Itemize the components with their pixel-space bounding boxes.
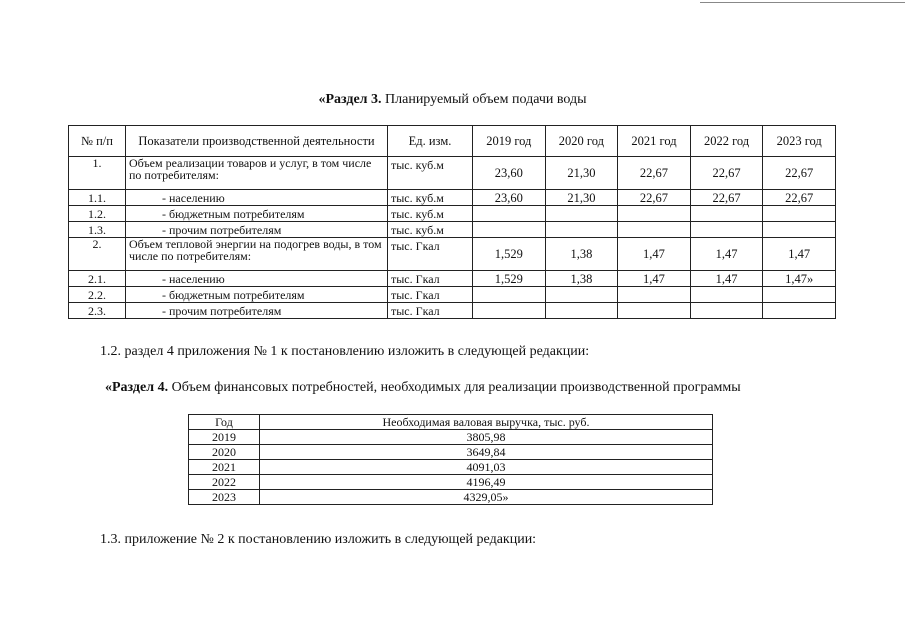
table-cell — [473, 303, 546, 319]
table-cell: 22,67 — [690, 157, 763, 190]
table-cell: 1.2. — [69, 206, 126, 222]
table-cell — [690, 303, 763, 319]
table-row — [69, 271, 836, 287]
table-cell — [763, 222, 836, 238]
section3-heading-text: Планируемый объем подачи воды — [381, 92, 587, 107]
table-row — [69, 190, 836, 206]
table-cell: 1,47» — [763, 271, 836, 287]
table-cell: 22,67 — [763, 157, 836, 190]
table-cell — [763, 287, 836, 303]
header-cell: Показатели производственной деятельности — [126, 126, 388, 157]
table-cell: тыс. Гкал — [388, 303, 473, 319]
table-cell: тыс. Гкал — [388, 287, 473, 303]
table-cell — [763, 206, 836, 222]
table-cell: 1,529 — [473, 238, 546, 271]
section4-heading — [105, 380, 741, 396]
section3-heading-bold: «Раздел 3. — [318, 92, 382, 107]
table-cell: 2023 — [189, 490, 260, 505]
table-cell — [473, 206, 546, 222]
table-cell: 1,38 — [545, 271, 618, 287]
table-cell: 2022 — [189, 475, 260, 490]
header-cell: 2023 год — [763, 126, 836, 157]
table-cell — [545, 287, 618, 303]
table-cell: - населению — [126, 190, 388, 206]
table-cell: 1,47 — [763, 238, 836, 271]
table-cell: 1,47 — [690, 271, 763, 287]
table-cell: тыс. Гкал — [388, 271, 473, 287]
table-cell: 2. — [69, 238, 126, 271]
table-cell — [690, 206, 763, 222]
table-cell: 21,30 — [545, 190, 618, 206]
table-cell: 23,60 — [473, 190, 546, 206]
table-cell: - бюджетным потребителям — [126, 287, 388, 303]
table-cell — [473, 287, 546, 303]
table-cell — [545, 303, 618, 319]
table-cell: - бюджетным потребителям — [126, 206, 388, 222]
table-cell: тыс. куб.м — [388, 190, 473, 206]
table-cell: 23,60 — [473, 157, 546, 190]
table-cell: 22,67 — [618, 190, 691, 206]
section3-heading — [0, 92, 905, 108]
table-cell: тыс. куб.м — [388, 222, 473, 238]
table-cell: 22,67 — [690, 190, 763, 206]
table-cell — [618, 206, 691, 222]
table-cell — [473, 222, 546, 238]
table-row — [189, 490, 713, 505]
table-row — [69, 206, 836, 222]
paragraph-1-3: 1.3. приложение № 2 к постановлению изложить в следующей редакции: — [100, 532, 537, 547]
table-cell — [690, 287, 763, 303]
revenue-table — [188, 414, 713, 505]
table-row — [69, 287, 836, 303]
section4-heading-text: Объем финансовых потребностей, необходимых для реализации производственной программы — [168, 380, 741, 395]
table-cell: тыс. куб.м — [388, 157, 473, 190]
table-cell — [690, 222, 763, 238]
header-cell: Необходимая валовая выручка, тыс. руб. — [260, 415, 713, 430]
table-cell: 4091,03 — [260, 460, 713, 475]
header-cell: Год — [189, 415, 260, 430]
table-cell: 4329,05» — [260, 490, 713, 505]
table-cell: - прочим потребителям — [126, 222, 388, 238]
table-row — [189, 460, 713, 475]
paragraph-1-2: 1.2. раздел 4 приложения № 1 к постановлению изложить в следующей редакции: — [100, 344, 590, 359]
water-supply-table — [68, 125, 836, 319]
table-cell: 22,67 — [763, 190, 836, 206]
table-cell: 1.1. — [69, 190, 126, 206]
table-cell — [618, 303, 691, 319]
table-cell: 1,529 — [473, 271, 546, 287]
table-cell: Объем тепловой энергии на подогрев воды, в том числе по потребителям: — [126, 238, 388, 271]
table-cell: 3805,98 — [260, 430, 713, 445]
header-cell: 2019 год — [473, 126, 546, 157]
table-cell: 2020 — [189, 445, 260, 460]
table-cell: 1.3. — [69, 222, 126, 238]
table-cell: 1,47 — [690, 238, 763, 271]
top-rule — [700, 2, 905, 3]
table-cell: 2019 — [189, 430, 260, 445]
header-cell: Ед. изм. — [388, 126, 473, 157]
header-cell: 2020 год — [545, 126, 618, 157]
table-cell: Объем реализации товаров и услуг, в том числе по потребителям: — [126, 157, 388, 190]
table-cell: тыс. Гкал — [388, 238, 473, 271]
table-cell: 2021 — [189, 460, 260, 475]
table-cell: 1,47 — [618, 238, 691, 271]
table-cell: 1. — [69, 157, 126, 190]
table-cell: тыс. куб.м — [388, 206, 473, 222]
table-row — [69, 157, 836, 190]
table-cell: 3649,84 — [260, 445, 713, 460]
table-header-row — [69, 126, 836, 157]
table-cell — [545, 206, 618, 222]
table-row — [69, 222, 836, 238]
table-row — [69, 238, 836, 271]
table-cell: 1,38 — [545, 238, 618, 271]
table-cell: 21,30 — [545, 157, 618, 190]
table-cell — [545, 222, 618, 238]
table-cell: 2.3. — [69, 303, 126, 319]
table-cell: 22,67 — [618, 157, 691, 190]
section4-heading-bold: «Раздел 4. — [105, 380, 169, 395]
table-cell: 1,47 — [618, 271, 691, 287]
table-cell — [763, 303, 836, 319]
table-row — [189, 445, 713, 460]
table-cell: 4196,49 — [260, 475, 713, 490]
table-cell — [618, 222, 691, 238]
table-row — [69, 303, 836, 319]
table-cell: 2.2. — [69, 287, 126, 303]
header-cell: № п/п — [69, 126, 126, 157]
table-cell: - населению — [126, 271, 388, 287]
header-cell: 2022 год — [690, 126, 763, 157]
table-cell — [618, 287, 691, 303]
table-cell: 2.1. — [69, 271, 126, 287]
table-row — [189, 475, 713, 490]
header-cell: 2021 год — [618, 126, 691, 157]
table-cell: - прочим потребителям — [126, 303, 388, 319]
table-row — [189, 430, 713, 445]
table-header-row — [189, 415, 713, 430]
